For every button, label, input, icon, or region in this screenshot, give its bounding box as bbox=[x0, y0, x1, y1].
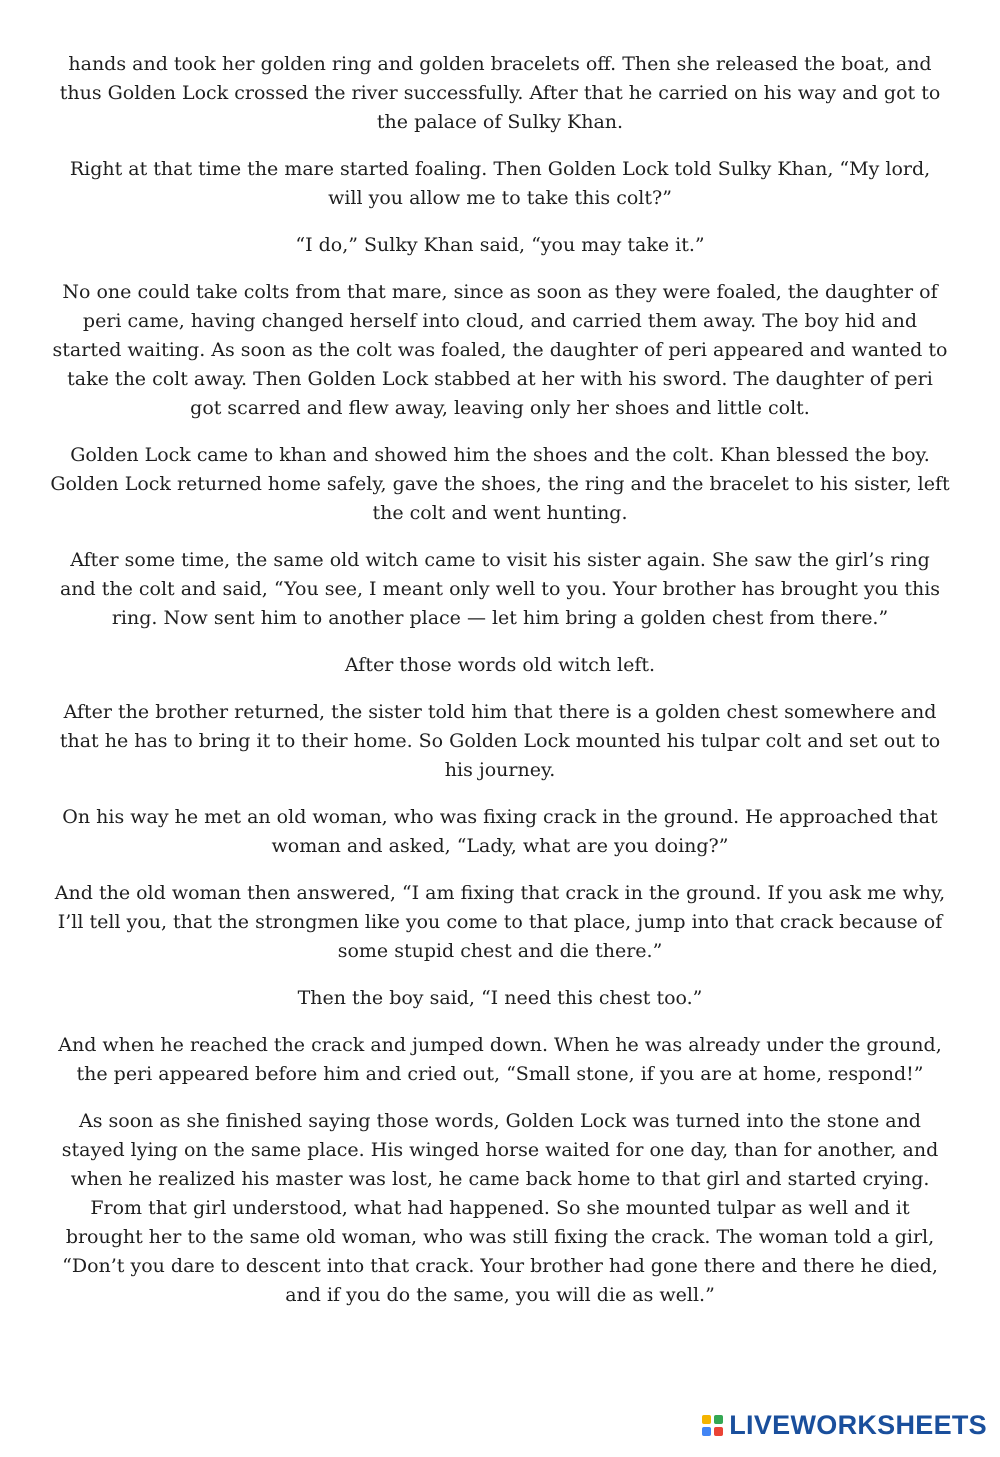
paragraph: Then the boy said, “I need this chest too.” bbox=[297, 987, 703, 1009]
logo-square-green bbox=[714, 1415, 723, 1424]
document-page bbox=[50, 50, 950, 1328]
logo-square-red bbox=[714, 1427, 723, 1436]
paragraph: Golden Lock came to khan and showed him the shoes and the colt. Khan blessed the boy. Golden Lock returned home safely, gave the shoes, the ring and the bracelet to his sister, left the colt and went hunting. bbox=[50, 444, 950, 524]
logo-text: LIVEWORKSHEETS bbox=[729, 1410, 987, 1440]
paragraph: On his way he met an old woman, who was fixing crack in the ground. He approached that woman and asked, “Lady, what are you doing?” bbox=[62, 806, 938, 857]
paragraph: After those words old witch left. bbox=[344, 654, 656, 676]
paragraph: “I do,” Sulky Khan said, “you may take it.” bbox=[295, 234, 705, 256]
paragraph: Right at that time the mare started foaling. Then Golden Lock told Sulky Khan, “My lord, will you allow me to take this colt?” bbox=[69, 158, 931, 209]
paragraph: No one could take colts from that mare, since as soon as they were foaled, the daughter of peri came, having changed herself into cloud, and carried them away. The boy hid and started waiting. As soon as the colt was foaled, the daughter of peri appeared and wanted to take the colt away. Then Golden Lock stabbed at her with his sword. The daughter of peri got scarred and flew away, leaving only her shoes and little colt. bbox=[52, 281, 948, 419]
logo-square-blue bbox=[702, 1427, 711, 1436]
paragraph: As soon as she finished saying those words, Golden Lock was turned into the stone and stayed lying on the same place. His winged horse waited for one day, than for another, and when he realized his master was lost, he came back home to that girl and started crying. From that girl understood, what had happened. So she mounted tulpar as well and it brought her to the same old woman, who was still fixing the crack. The woman told a girl, “Don’t you dare to descent into that crack. Your brother had gone there and there he died, and if you do the same, you will die as well.” bbox=[61, 1110, 939, 1306]
liveworksheets-logo[interactable] bbox=[702, 1410, 987, 1440]
logo-square-yellow bbox=[702, 1415, 711, 1424]
paragraph: After some time, the same old witch came to visit his sister again. She saw the girl’s ring and the colt and said, “You see, I meant only well to you. Your brother has brought you this ring. Now sent him to another place — let him bring a golden chest from there.” bbox=[59, 549, 941, 629]
liveworksheets-mark-icon bbox=[702, 1415, 723, 1436]
paragraph: After the brother returned, the sister told him that there is a golden chest somewhere and that he has to bring it to their home. So Golden Lock mounted his tulpar colt and set out to his journey. bbox=[59, 701, 941, 781]
paragraph: hands and took her golden ring and golden bracelets off. Then she released the boat, and thus Golden Lock crossed the river successfully. After that he carried on his way and got to the palace of Sulky Khan. bbox=[59, 53, 941, 133]
paragraph: And the old woman then answered, “I am fixing that crack in the ground. If you ask me why, I’ll tell you, that the strongmen like you come to that place, jump into that crack because of some stupid chest and die there.” bbox=[54, 882, 946, 962]
paragraph: And when he reached the crack and jumped down. When he was already under the ground, the peri appeared before him and cried out, “Small stone, if you are at home, respond!” bbox=[58, 1034, 942, 1085]
